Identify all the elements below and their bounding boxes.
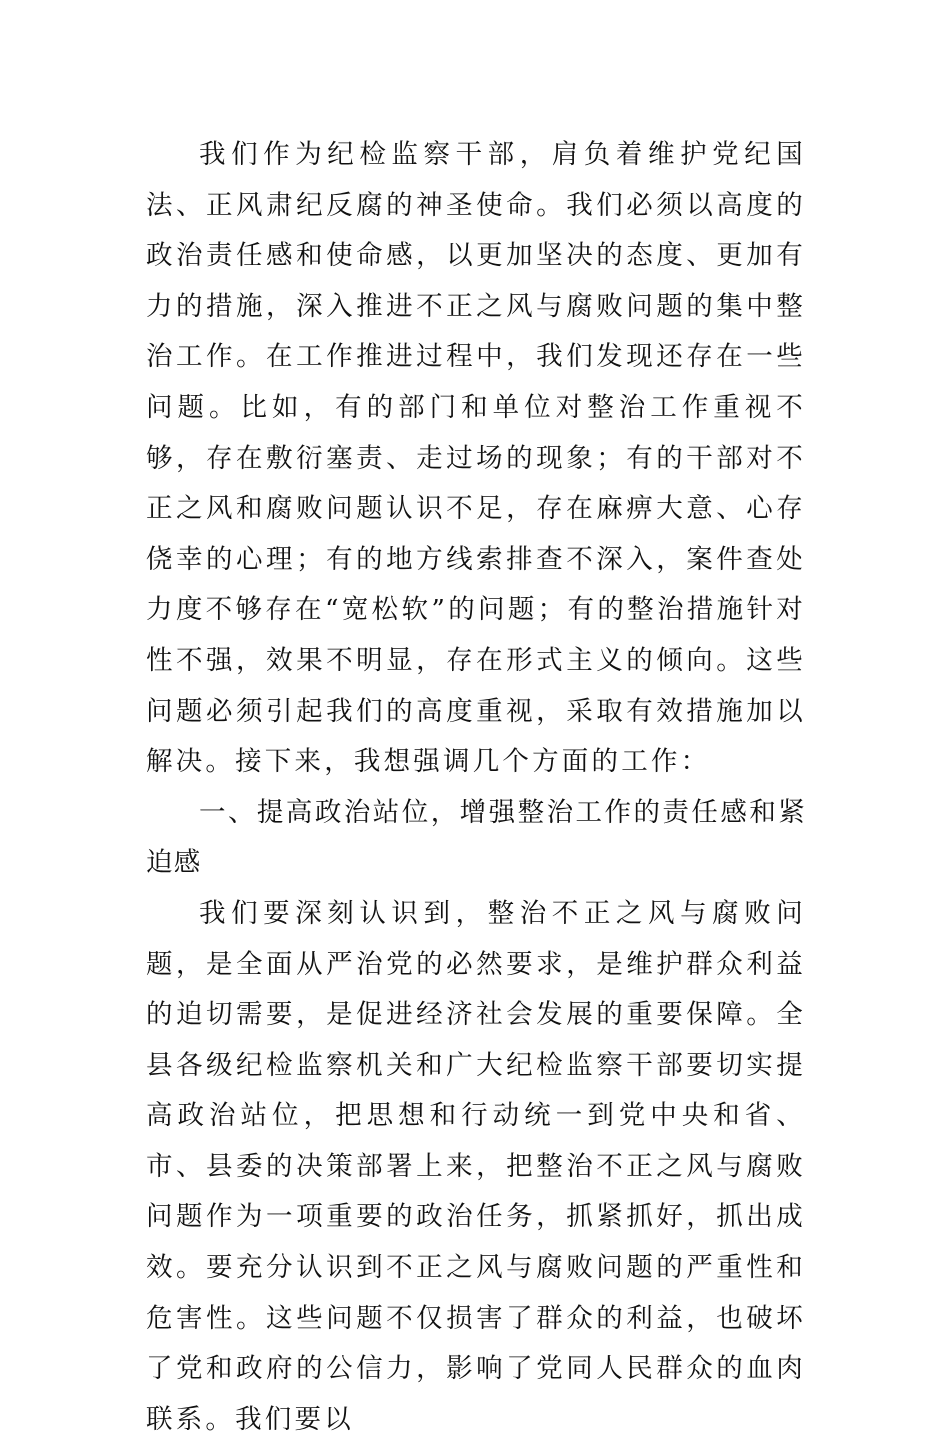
section-heading: 一、提高政治站位，增强整治工作的责任感和紧迫感	[146, 796, 806, 879]
document-body	[146, 130, 806, 1445]
section-paragraph: 我们要深刻认识到，整治不正之风与腐败问题，是全面从严治党的必然要求，是维护群众利益的迫切需要，是促进经济社会发展的重要保障。全县各级纪检监察机关和广大纪检监察干部要切实提高政治站位，把思想和行动统一到党中央和省、市、县委的决策部署上来，把整治不正之风与腐败问题作为一项重要的政治任务，抓紧抓好，抓出成效。要充分认识到不正之风与腐败问题的严重性和危害性。这些问题不仅损害了群众的利益，也破坏了党和政府的公信力，影响了党同人民群众的血肉联系。我们要以	[146, 897, 806, 1435]
intro-paragraph: 我们作为纪检监察干部，肩负着维护党纪国法、正风肃纪反腐的神圣使命。我们必须以高度的政治责任感和使命感，以更加坚决的态度、更加有力的措施，深入推进不正之风与腐败问题的集中整治工作。在工作推进过程中，我们发现还存在一些问题。比如，有的部门和单位对整治工作重视不够，存在敷衍塞责、走过场的现象；有的干部对不正之风和腐败问题认识不足，存在麻痹大意、心存侥幸的心理；有的地方线索排查不深入，案件查处力度不够存在“宽松软”的问题；有的整治措施针对性不强，效果不明显，存在形式主义的倾向。这些问题必须引起我们的高度重视，采取有效措施加以解决。接下来，我想强调几个方面的工作：	[146, 139, 806, 778]
